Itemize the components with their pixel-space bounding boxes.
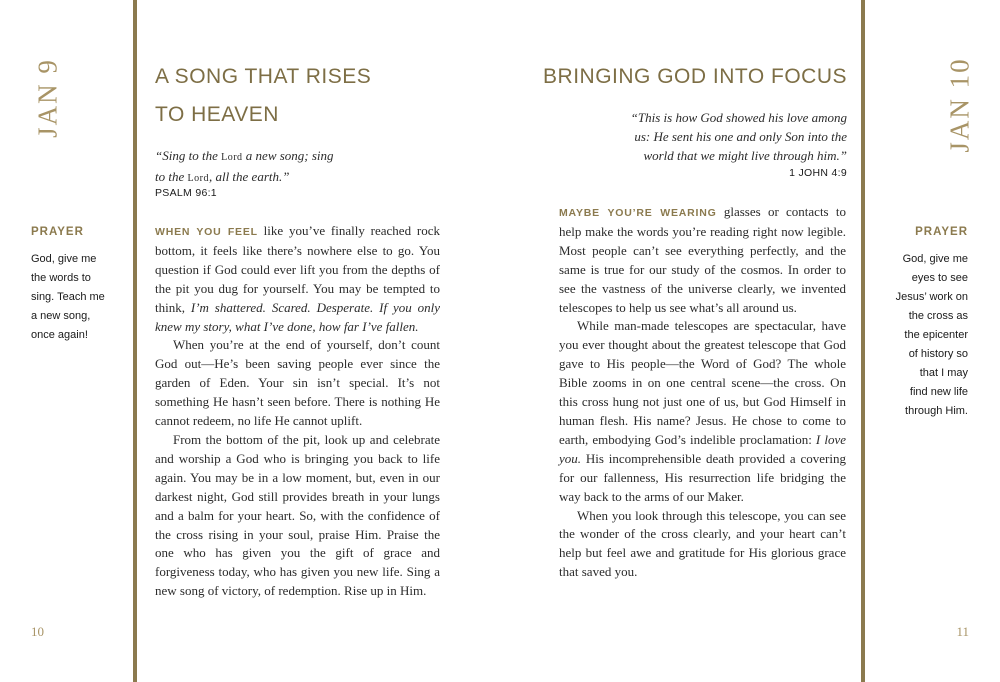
right-paragraph-1 (559, 203, 846, 317)
left-p1-italic: I’m shattered. Scared. Desperate. If you only knew my story, what I’ve done, how far I’ve fallen. (155, 299, 440, 334)
right-p1-text: glasses or contacts to help make the words you’re reading right now legible. Most people can’t see everything perfectly, and the same is true for our study of the cosmos. In order to see the vastness of the universe clearly, we invented telescopes to help us see what’s all around us. (559, 204, 846, 315)
right-page-number: 11 (956, 624, 969, 639)
left-prayer-text: God, give me the words to sing. Teach me a new song, once again! (31, 253, 105, 341)
right-title: BRINGING GOD INTO FOCUS (543, 65, 847, 88)
right-prayer-heading: PRAYER (915, 226, 968, 238)
right-p2-italic: I love you. (559, 431, 846, 466)
left-body (155, 222, 440, 601)
right-paragraph-2 (559, 317, 846, 506)
left-paragraph-2: When you’re at the end of yourself, don’t count God out—He’s been saving people ever since the garden of Eden. Your sin isn’t special. It’s not something He hasn’t seen before. There is nothing He cannot redeem, no life He cannot uplift. (155, 337, 440, 429)
left-verse-part3: , all the earth.” (208, 169, 290, 184)
right-paragraph-3: When you look through this telescope, you can see the wonder of the cross clearly, and your heart can’t help but feel awe and gratitude for His glorious grace that saved you. (559, 507, 846, 580)
right-verse-reference: 1 JOHN 4:9 (789, 167, 847, 179)
left-paragraph-3: From the bottom of the pit, look up and celebrate and worship a God who is bringing you back to life again. You may be in a low moment, but, even in our darkest night, God still provides breath in your lungs and a balm for your heart. So, with the confidence of the cross rising in your soul, praise Him. Praise the one who has given you the gift of grace and forgiveness today, who has given you new life. Sing a new song of victory, of redemption. Rise up in Him. (155, 431, 440, 599)
left-verse-reference: PSALM 96:1 (155, 187, 217, 199)
right-prayer-text: God, give me eyes to see Jesus’ work on the cross as the epicenter of history so that I may find new life through Him. (895, 253, 968, 417)
left-verse-part2: a new song; sing to the (155, 148, 334, 184)
left-p1-text: like you’ve finally reached rock bottom, it feels like there’s nowhere else to go. You question if God could ever lift you from the depths of the pit you dug for yourself. You may be tempted to think, (155, 223, 440, 315)
left-verse (155, 146, 435, 188)
right-p2-text: While man-made telescopes are spectacular, have you ever thought about the greatest telescope that God gave to His people—the Word of God? The whole Bible zooms in on one central scene—the cross. On this cross hung not just one of us, but God Himself in human flesh. His name? Jesus. He chose to come to earth, embodying God’s indelible proclamation: (559, 318, 846, 447)
left-margin-rule (133, 0, 137, 682)
left-page-number: 10 (31, 624, 44, 639)
left-title-line1: A SONG THAT RISES (155, 65, 372, 88)
left-title-line2: TO HEAVEN (155, 103, 279, 126)
right-lead-in: MAYBE YOU’RE WEARING (559, 207, 717, 219)
left-prayer-heading: PRAYER (31, 226, 84, 238)
right-p2-text2: His incomprehensible death provided a covering for our fallenness, His resurrection life bridging the way back to the arms of our Maker. (559, 450, 846, 504)
left-lead-in: WHEN YOU FEEL (155, 226, 258, 238)
left-date-label: JAN 9 (32, 58, 63, 138)
right-verse: “This is how God showed his love among us: He sent his one and only Son into the world that we might live through him.” (630, 110, 847, 163)
left-verse-lord1: Lord (221, 152, 243, 163)
right-date-label: JAN 10 (944, 57, 975, 153)
left-verse-part1: “Sing to the (155, 148, 222, 163)
right-body (559, 203, 846, 582)
left-paragraph-1 (155, 222, 440, 336)
left-verse-lord2: Lord (187, 173, 209, 184)
